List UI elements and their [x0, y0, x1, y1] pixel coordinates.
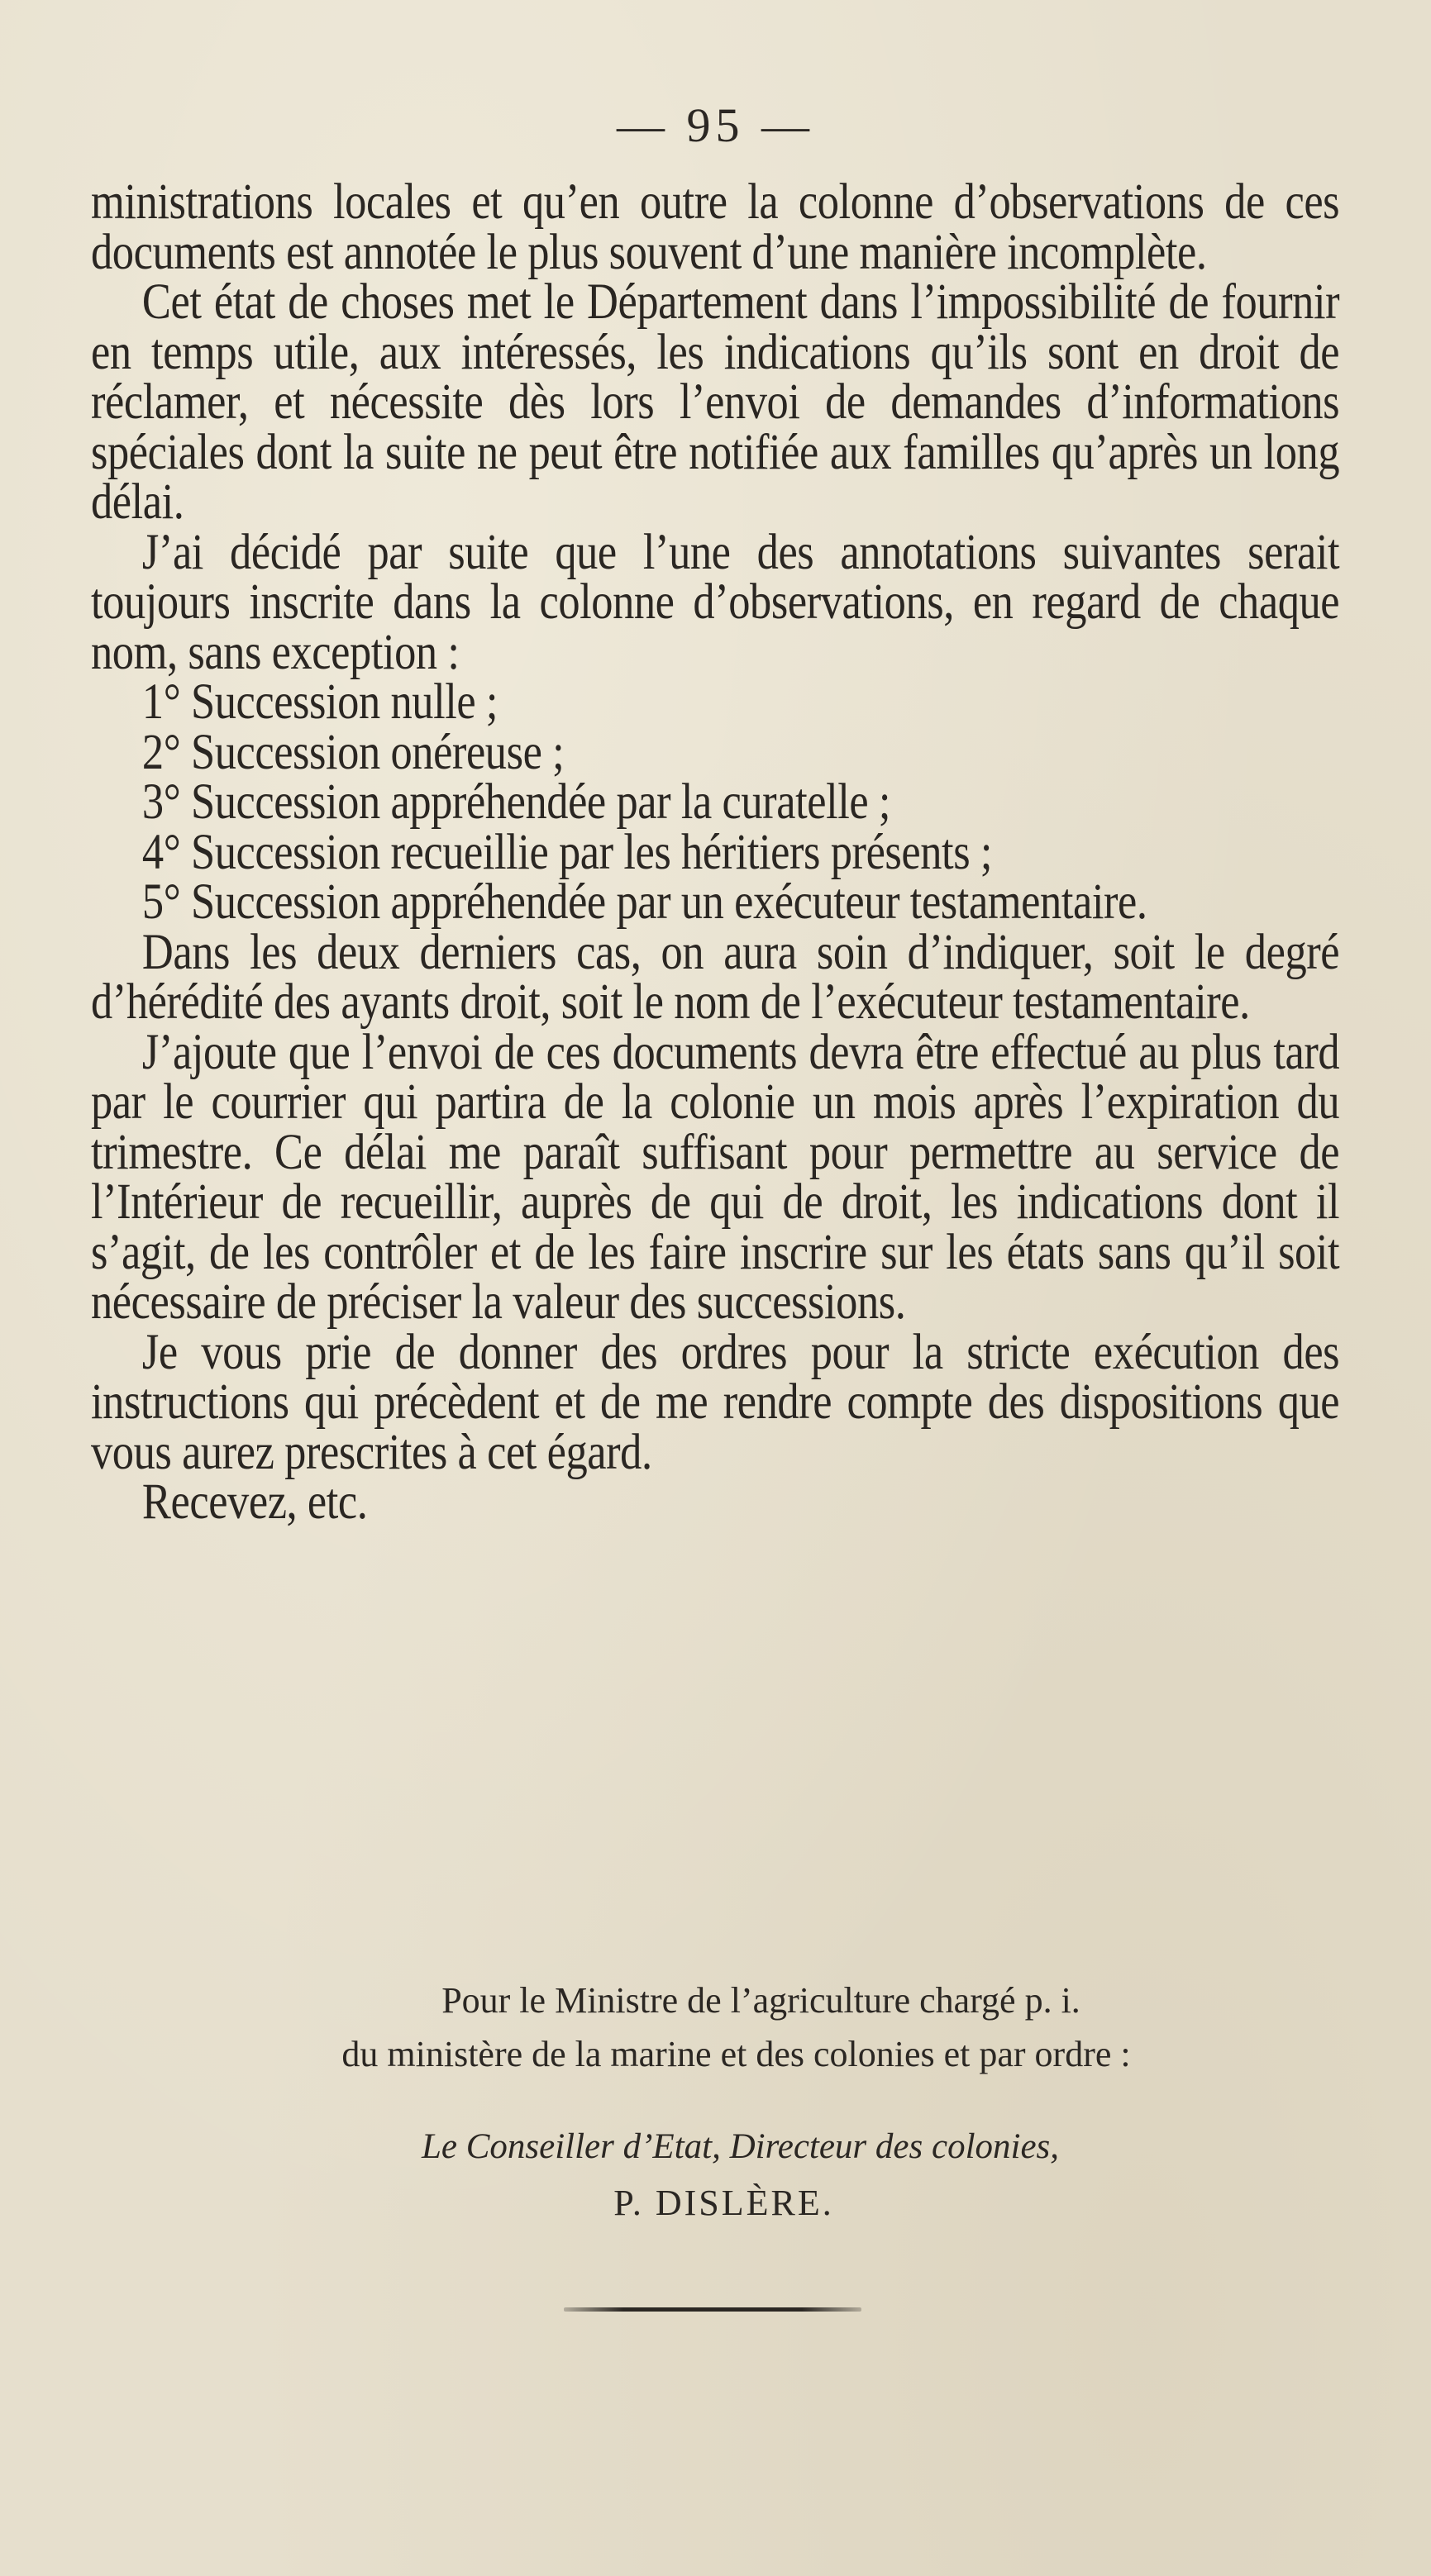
paragraph: ministrations locales et qu’en outre la colonne d’observations de ces documents est annotée le plus souvent d’une manière incomplète.: [91, 174, 1340, 280]
letter-body: [91, 174, 1340, 1530]
list-item: 1° Succession nulle ;: [141, 674, 498, 730]
paragraph: J’ajoute que l’envoi de ces documents devra être effectué au plus tard par le courrier qui partira de la colonie un mois après l’expiration du trimestre. Ce délai me paraît suffisant pour permettre au service de l’Intérieur de recueillir, auprès de qui de droit, les indications dont il s’agit, de les contrôler et de les faire inscrire sur les états sans qu’il soit nécessaire de préciser la valeur des successions.: [91, 1024, 1340, 1330]
page-number: — 95 —: [617, 98, 814, 152]
list-item: 5° Succession appréhendée par un exécuteur testamentaire.: [141, 874, 1147, 930]
list-item: 3° Succession appréhendée par la curatelle ;: [141, 774, 891, 830]
closing-rule: [564, 2307, 861, 2312]
signature-line: du ministère de la marine et des colonies et par ordre :: [341, 2034, 1131, 2074]
signatory-name: P. DISLÈRE.: [613, 2183, 834, 2223]
list-item: 4° Succession recueillie par les héritiers présents ;: [141, 824, 993, 880]
paragraph: Recevez, etc.: [141, 1474, 368, 1530]
paragraph: Cet état de choses met le Département dans l’impossibilité de fournir en temps utile, aux intéressés, les indications qu’ils sont en droit de réclamer, et nécessite dès lors l’envoi de demandes d’informations spéciales dont la suite ne peut être notifiée aux familles qu’après un long délai.: [91, 274, 1340, 530]
signatory-title: Le Conseiller d’Etat, Directeur des colonies,: [421, 2127, 1060, 2166]
paragraph: J’ai décidé par suite que l’une des annotations suivantes serait toujours inscrite dans la colonne d’observations, en regard de chaque nom, sans exception :: [91, 524, 1340, 680]
paragraph: Je vous prie de donner des ordres pour la stricte exécution des instructions qui précèdent et de me rendre compte des dispositions que vous aurez prescrites à cet égard.: [91, 1324, 1340, 1480]
list-item: 2° Succession onéreuse ;: [141, 724, 565, 780]
paragraph: Dans les deux derniers cas, on aura soin d’indiquer, soit le degré d’hérédité des ayants droit, soit le nom de l’exécuteur testamentaire.: [91, 924, 1340, 1030]
signature-line: Pour le Ministre de l’agriculture chargé p. i.: [441, 1980, 1080, 2021]
